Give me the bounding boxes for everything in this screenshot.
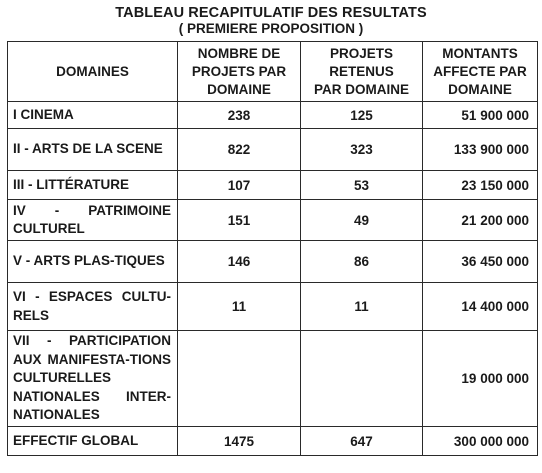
- header-amounts-line: DOMAINE: [448, 81, 512, 97]
- projects-retained-cell: 49: [301, 200, 423, 241]
- projects-count-cell: 146: [178, 241, 301, 283]
- header-retained-line: RETENUS: [329, 63, 394, 79]
- total-amount-cell: 300 000 000: [423, 427, 538, 456]
- header-domains: DOMAINES: [8, 42, 178, 102]
- domain-cell: I CINEMA: [8, 102, 178, 129]
- projects-count-cell: 822: [178, 129, 301, 171]
- projects-retained-cell: 11: [301, 283, 423, 331]
- table-row: [8, 283, 538, 331]
- domain-cell: II - ARTS DE LA SCENE: [8, 129, 178, 171]
- results-table: [7, 41, 538, 456]
- header-projects-retained: [301, 42, 423, 102]
- total-row: [8, 427, 538, 456]
- table-row: [8, 331, 538, 427]
- amount-cell: 51 900 000: [423, 102, 538, 129]
- table-row: [8, 171, 538, 200]
- domain-cell: V - ARTS PLAS-TIQUES: [8, 241, 178, 283]
- header-amounts-line: AFFECTE PAR: [433, 63, 527, 79]
- projects-count-cell: 107: [178, 171, 301, 200]
- document-subtitle: ( PREMIERE PROPOSITION ): [178, 21, 364, 36]
- projects-retained-cell: [301, 331, 423, 427]
- total-projects-retained-cell: 647: [301, 427, 423, 456]
- header-projects-line: NOMBRE DE: [197, 45, 281, 61]
- domain-cell: VI - ESPACES CULTU-RELS: [8, 283, 178, 331]
- projects-count-cell: [178, 331, 301, 427]
- amount-cell: 23 150 000: [423, 171, 538, 200]
- projects-count-cell: 151: [178, 200, 301, 241]
- header-amounts: [423, 42, 538, 102]
- header-amounts-line: MONTANTS: [442, 45, 518, 61]
- projects-retained-cell: 86: [301, 241, 423, 283]
- projects-count-cell: 11: [178, 283, 301, 331]
- domain-cell: III - LITTÉRATURE: [8, 171, 178, 200]
- table-row: [8, 129, 538, 171]
- projects-retained-cell: 53: [301, 171, 423, 200]
- header-projects-count: [178, 42, 301, 102]
- header-projects-line: PROJETS PAR: [191, 63, 287, 79]
- projects-retained-cell: 125: [301, 102, 423, 129]
- projects-count-cell: 238: [178, 102, 301, 129]
- amount-cell: 36 450 000: [423, 241, 538, 283]
- header-row: [8, 42, 538, 102]
- projects-retained-cell: 323: [301, 129, 423, 171]
- total-label-cell: EFFECTIF GLOBAL: [8, 427, 178, 456]
- amount-cell: 14 400 000: [423, 283, 538, 331]
- amount-cell: 133 900 000: [423, 129, 538, 171]
- header-retained-line: PROJETS: [329, 45, 394, 61]
- document-title: TABLEAU RECAPITULATIF DES RESULTATS: [115, 5, 427, 21]
- domain-cell: IV - PATRIMOINE CULTUREL: [8, 200, 178, 241]
- header-retained-line: PAR DOMAINE: [313, 81, 409, 97]
- table-row: [8, 102, 538, 129]
- amount-cell: 21 200 000: [423, 200, 538, 241]
- amount-cell: 19 000 000: [423, 331, 538, 427]
- table-row: [8, 200, 538, 241]
- domain-cell: VII - PARTICIPATION AUX MANIFESTA-TIONS CULTURELLES NATIONALES INTER-NATIONALES: [8, 331, 178, 427]
- header-projects-line: DOMAINE: [207, 81, 271, 97]
- table-row: [8, 241, 538, 283]
- total-projects-count-cell: 1475: [178, 427, 301, 456]
